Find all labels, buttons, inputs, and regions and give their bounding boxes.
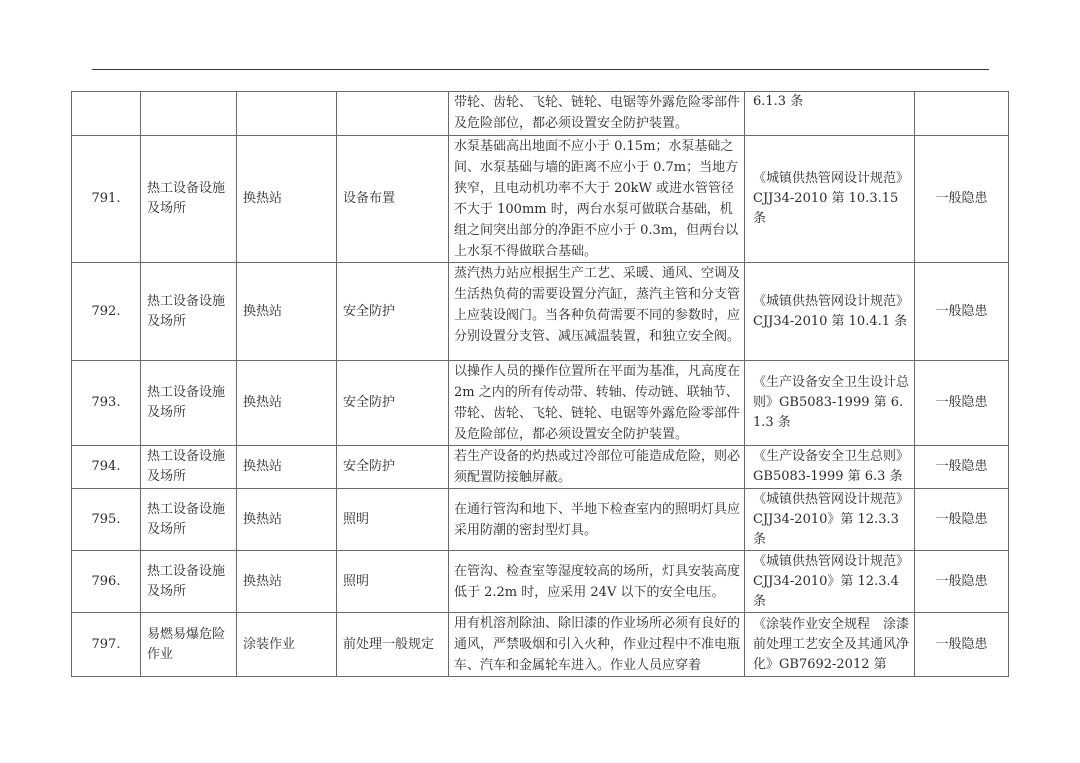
category-cell: 热工设备设施及场所: [141, 446, 237, 489]
table-row: [72, 263, 1009, 361]
row-number: 794.: [72, 446, 141, 489]
place-cell: [237, 92, 337, 136]
category-cell: 易燃易爆危险作业: [141, 613, 237, 677]
place-cell: 换热站: [237, 263, 337, 361]
item-cell: 安全防护: [337, 263, 449, 361]
place-cell: 换热站: [237, 489, 337, 551]
basis-cell: 6.1.3 条: [745, 92, 915, 136]
table-row: [72, 489, 1009, 551]
table-row: [72, 92, 1009, 136]
table-row: [72, 136, 1009, 263]
category-cell: [141, 92, 237, 136]
requirement-cell: 以操作人员的操作位置所在平面为基准，凡高度在 2m 之内的所有传动带、转轴、传动链、联轴节、带轮、齿轮、飞轮、链轮、电锯等外露危险零部件及危险部位，都必须设置安全防护装置。: [449, 361, 745, 446]
requirement-cell: 水泵基础高出地面不应小于 0.15m；水泵基础之间、水泵基础与墙的距离不应小于 0.7m；当地方狭窄，且电动机功率不大于 20kW 或进水管管径不大于 100mm 时，两台水泵可做联合基础，机组之间突出部分的净距不应小于 0.3m，但两台以上水泵不得做联合基础。: [449, 136, 745, 263]
hazard-table: [71, 91, 1009, 677]
category-cell: 热工设备设施及场所: [141, 136, 237, 263]
requirement-cell: 蒸汽热力站应根据生产工艺、采暖、通风、空调及生活热负荷的需要设置分汽缸，蒸汽主管和分支管上应装设阀门。当各种负荷需要不同的参数时，应分别设置分支管、减压减温装置，和独立安全阀。: [449, 263, 745, 361]
table-row: [72, 551, 1009, 613]
item-cell: 照明: [337, 551, 449, 613]
requirement-cell: 带轮、齿轮、飞轮、链轮、电锯等外露危险零部件及危险部位，都必须设置安全防护装置。: [449, 92, 745, 136]
item-cell: 前处理一般规定: [337, 613, 449, 677]
category-cell: 热工设备设施及场所: [141, 263, 237, 361]
item-cell: 设备布置: [337, 136, 449, 263]
hazard-level-cell: 一般隐患: [915, 136, 1009, 263]
basis-cell: 《生产设备安全卫生设计总则》GB5083-1999 第 6.1.3 条: [745, 361, 915, 446]
hazard-level-cell: 一般隐患: [915, 551, 1009, 613]
basis-cell: 《生产设备安全卫生总则》GB5083-1999 第 6.3 条: [745, 446, 915, 489]
place-cell: 换热站: [237, 361, 337, 446]
row-number: 796.: [72, 551, 141, 613]
row-number: 791.: [72, 136, 141, 263]
table-row: [72, 613, 1009, 677]
basis-cell: 《城镇供热管网设计规范》CJJ34-2010》第 12.3.4 条: [745, 551, 915, 613]
category-cell: 热工设备设施及场所: [141, 361, 237, 446]
row-number: [72, 92, 141, 136]
basis-cell: 《城镇供热管网设计规范》CJJ34-2010》第 12.3.3 条: [745, 489, 915, 551]
hazard-level-cell: [915, 92, 1009, 136]
hazard-level-cell: 一般隐患: [915, 446, 1009, 489]
requirement-cell: 用有机溶剂除油、除旧漆的作业场所必须有良好的通风，严禁吸烟和引入火种，作业过程中不准电瓶车、汽车和金属轮车进入。作业人员应穿着: [449, 613, 745, 677]
table-row: [72, 361, 1009, 446]
category-cell: 热工设备设施及场所: [141, 551, 237, 613]
place-cell: 换热站: [237, 551, 337, 613]
requirement-cell: 若生产设备的灼热或过冷部位可能造成危险，则必须配置防接触屏蔽。: [449, 446, 745, 489]
requirement-cell: 在通行管沟和地下、半地下检查室内的照明灯具应采用防潮的密封型灯具。: [449, 489, 745, 551]
basis-cell: 《涂装作业安全规程 涂漆前处理工艺安全及其通风净化》GB7692-2012 第: [745, 613, 915, 677]
row-number: 792.: [72, 263, 141, 361]
requirement-cell: 在管沟、检查室等湿度较高的场所，灯具安装高度低于 2.2m 时，应采用 24V 以下的安全电压。: [449, 551, 745, 613]
row-number: 793.: [72, 361, 141, 446]
table-row: [72, 446, 1009, 489]
hazard-level-cell: 一般隐患: [915, 263, 1009, 361]
row-number: 797.: [72, 613, 141, 677]
place-cell: 涂装作业: [237, 613, 337, 677]
category-cell: 热工设备设施及场所: [141, 489, 237, 551]
basis-cell: 《城镇供热管网设计规范》CJJ34-2010 第 10.3.15 条: [745, 136, 915, 263]
hazard-level-cell: 一般隐患: [915, 613, 1009, 677]
basis-cell: 《城镇供热管网设计规范》CJJ34-2010 第 10.4.1 条: [745, 263, 915, 361]
hazard-level-cell: 一般隐患: [915, 489, 1009, 551]
item-cell: 安全防护: [337, 361, 449, 446]
place-cell: 换热站: [237, 446, 337, 489]
item-cell: 照明: [337, 489, 449, 551]
place-cell: 换热站: [237, 136, 337, 263]
item-cell: 安全防护: [337, 446, 449, 489]
hazard-level-cell: 一般隐患: [915, 361, 1009, 446]
item-cell: [337, 92, 449, 136]
row-number: 795.: [72, 489, 141, 551]
header-rule: [92, 69, 989, 70]
